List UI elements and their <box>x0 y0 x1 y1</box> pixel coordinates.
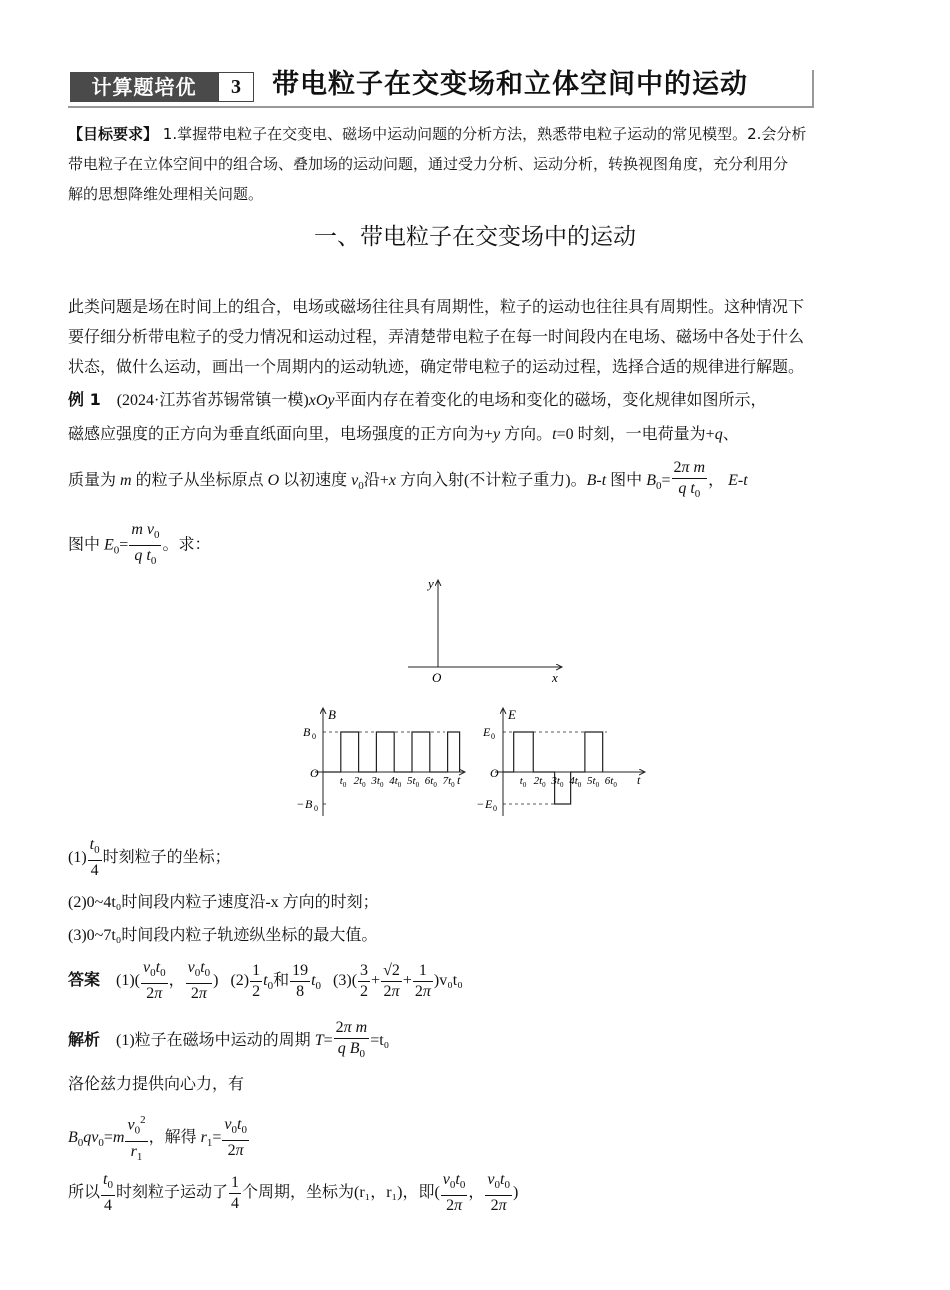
analysis-s1a: (1)粒子在磁场中运动的周期 <box>116 1031 311 1049</box>
example-text1: 平面内存在着变化的电场和变化的磁场，变化规律如图所示， <box>334 392 767 409</box>
question-1 <box>68 835 231 881</box>
example-text3d: 沿 <box>363 471 380 489</box>
example-text4a: 图中 <box>68 536 101 554</box>
objective-line2: 带电粒子在立体空间中的组合场、叠加场的运动问题，通过受力分析、运动分析，转换视图角度，充分利用分 <box>68 155 789 173</box>
example-text3b: 的粒子从坐标原点 <box>135 471 264 489</box>
bt-b0-label <box>303 725 316 741</box>
svg-text:0: 0 <box>493 804 497 813</box>
analysis-label: 解析 <box>68 1029 101 1049</box>
q1-text: 时刻粒子的坐标； <box>102 848 231 866</box>
example-text3c: 以初速度 <box>283 471 348 489</box>
svg-text:−: − <box>477 797 484 811</box>
example-text4b: 。求： <box>162 536 211 554</box>
example-text2d: 、 <box>722 426 739 443</box>
example-text3a: 质量为 <box>68 471 117 489</box>
origin-label: O <box>432 670 442 685</box>
example-label: 例 1 <box>68 390 101 409</box>
svg-text:0: 0 <box>491 732 495 741</box>
answer-p3: (3)( <box>333 971 358 989</box>
question-3: (3)0~7t₀时间段内粒子轨迹纵坐标的最大值。 <box>68 927 378 944</box>
intro-line3: 状态，做什么运动，画出一个周期内的运动轨迹，确定带电粒子的运动过程，选择合适的规律进行解题。 <box>68 359 805 376</box>
answer-p2: (2) <box>230 971 250 989</box>
intro-line2: 要仔细分析带电粒子的受力情况和运动过程，弄清楚带电粒子在每一时间段内在电场、磁场中各处于什么 <box>68 329 805 346</box>
example-line3: 质量为 m 的粒子从坐标原点 O 以初速度 $v_0$沿+x 方向入射(不计粒子重力)。B-t 图中 $B_0=$ $\frac{\text{2π m}}{q t_0}$ ， E-t <box>68 458 918 504</box>
analysis-line2: 洛伦兹力提供向心力，有 <box>68 1076 245 1093</box>
bt-waveform <box>323 732 460 772</box>
example-line4: 图中 $E_0=$ $\frac{m v_0}{q t_0}$ 。求： <box>68 520 918 571</box>
svg-text:E: E <box>485 797 493 811</box>
analysis-s3a: ，解得 <box>148 1129 197 1147</box>
analysis-line4: 所以 $\frac{t_0}{4}$ 时刻粒子运动了 $\frac{1}{4}$ 个周期，坐标为(r₁，r₁)，即( $\frac{v_0t_0}{2\pi}$ ， $\frac{v_0t_0}{2\pi}$ ) <box>68 1171 519 1215</box>
q1-prefix: (1) <box>68 848 87 866</box>
bt-negb0-label <box>297 797 318 813</box>
objective-line1: 1.掌握带电粒子在交变电、磁场中运动问题的分析方法，熟悉带电粒子运动的常见模型。2.会分析 <box>162 125 807 143</box>
answer-p1: (1)( <box>116 971 140 989</box>
svg-text:0: 0 <box>314 804 318 813</box>
svg-text:E: E <box>483 725 491 739</box>
answer-label: 答案 <box>68 969 101 989</box>
tick-label: $2t_0$ <box>533 775 546 789</box>
example-source: (2024·江苏省苏锡常镇一模) <box>116 392 309 409</box>
example-text2c: 时刻，一电荷量为 <box>577 426 706 443</box>
bt-t-label: t <box>457 773 461 787</box>
analysis-line3: $B_0qv_0=m$ $\frac{v_0^2}{r_1}$ ，解得 $r_1=$ $\frac{v_0t_0}{2\pi}$ <box>68 1110 250 1167</box>
analysis-line1: 解析 (1)粒子在磁场中运动的周期 T= $\frac{\text{2π m}}{q B_0}$ =t₀ <box>68 1019 390 1061</box>
question-2: (2)0~4t₀时间段内粒子速度沿-x 方向的时刻； <box>68 894 379 911</box>
example-line2: 磁感应强度的正方向为垂直纸面向里，电场强度的正方向为+y 方向。t=0 时刻，一电荷量为+q、 <box>68 426 739 443</box>
intro-block <box>68 293 898 383</box>
y-axis-label: y <box>428 576 434 591</box>
objective-label: 【目标要求】 <box>68 125 159 143</box>
example-line1: 例 1 (2024·江苏省苏锡常镇一模)xOy平面内存在着变化的电场和变化的磁场，变化规律如图所示， <box>68 390 767 409</box>
tick-label: $6t_0$ <box>604 775 617 789</box>
et-tick-labels <box>520 775 618 789</box>
answer-block: 答案 (1)( $\frac{v_0t_0}{2\pi}$ ， $\frac{v_0t_0}{2\pi}$ ) (2) $\frac{1}{2}$ $t_0$和 $\frac{19}{8}$ $t_0$ (3)( $\frac{3}{2}$ + $\frac{√2}{2\pi}$ + $\frac{1}{2\pi}$ )v₀t₀ <box>68 959 463 1003</box>
bt-tick-labels <box>340 775 455 789</box>
tick-label: $t_0$ <box>519 775 527 789</box>
et-origin-label: O <box>490 766 499 780</box>
svg-text:B: B <box>305 797 313 811</box>
fraction-B0: $\frac{\text{2π m}}{q t_0}$ <box>673 459 706 501</box>
example-text3e: 方向入射(不计粒子重力)。 <box>399 471 587 489</box>
tick-label: $4t_0$ <box>569 775 582 789</box>
fraction-t0-over-4: $\frac{t_0}{4}$ <box>89 836 100 880</box>
b-t-graph <box>295 704 470 819</box>
example-text2a: 磁感应强度的正方向为垂直纸面向里，电场强度的正方向为 <box>68 426 485 443</box>
section-title: 一、带电粒子在交变场中的运动 <box>314 224 636 250</box>
et-e0-label <box>482 725 495 741</box>
tick-label: $4t_0$ <box>389 775 402 789</box>
fraction-E0: $\frac{m v_0}{q t_0}$ <box>131 521 160 568</box>
e-axis-label: E <box>508 707 516 722</box>
intro-line1: 此类问题是场在时间上的组合，电场或磁场往往具有周期性，粒子的运动也往往具有周期性。这种情况下 <box>68 299 805 316</box>
e-t-graph <box>475 704 650 819</box>
answer-and: 和 <box>273 971 290 989</box>
et-t-label: t <box>637 773 641 787</box>
tick-label: $5t_0$ <box>407 775 420 789</box>
tick-label: $5t_0$ <box>587 775 600 789</box>
svg-text:−: − <box>297 797 304 811</box>
analysis-s4b: 时刻粒子运动了 <box>115 1183 228 1201</box>
objective-block <box>68 119 898 209</box>
bt-origin-label: O <box>310 766 319 780</box>
objective-line3: 解的思想降维处理相关问题。 <box>68 185 264 203</box>
header-number: 3 <box>218 72 254 102</box>
tick-label: $6t_0$ <box>424 775 437 789</box>
analysis-s1b: =t₀ <box>370 1031 390 1049</box>
page-title: 带电粒子在交变场和立体空间中的运动 <box>272 69 748 100</box>
example-text3f: 图中 <box>610 471 643 489</box>
example-text3g: ， <box>708 471 725 489</box>
tick-label: $2t_0$ <box>353 775 366 789</box>
tick-label: $3t_0$ <box>371 775 384 789</box>
x-axis-label: x <box>552 670 558 685</box>
analysis-s4a: 所以 <box>68 1183 101 1201</box>
et-nege0-label <box>477 797 497 813</box>
analysis-s4c: 个周期，坐标为(r₁，r₁)，即( <box>241 1183 440 1201</box>
et-waveform <box>503 732 603 804</box>
tick-label: $7t_0$ <box>442 775 455 789</box>
xoy-axes-figure <box>400 574 570 686</box>
answer-tail: )v₀t₀ <box>433 971 463 989</box>
tick-label: $t_0$ <box>339 775 347 789</box>
svg-text:0: 0 <box>312 732 316 741</box>
tick-label: $3t_0$ <box>551 775 564 789</box>
example-text2b: 方向。 <box>504 426 553 443</box>
header-tag: 计算题培优 <box>70 72 218 102</box>
svg-text:B: B <box>303 725 311 739</box>
b-axis-label: B <box>328 707 336 722</box>
